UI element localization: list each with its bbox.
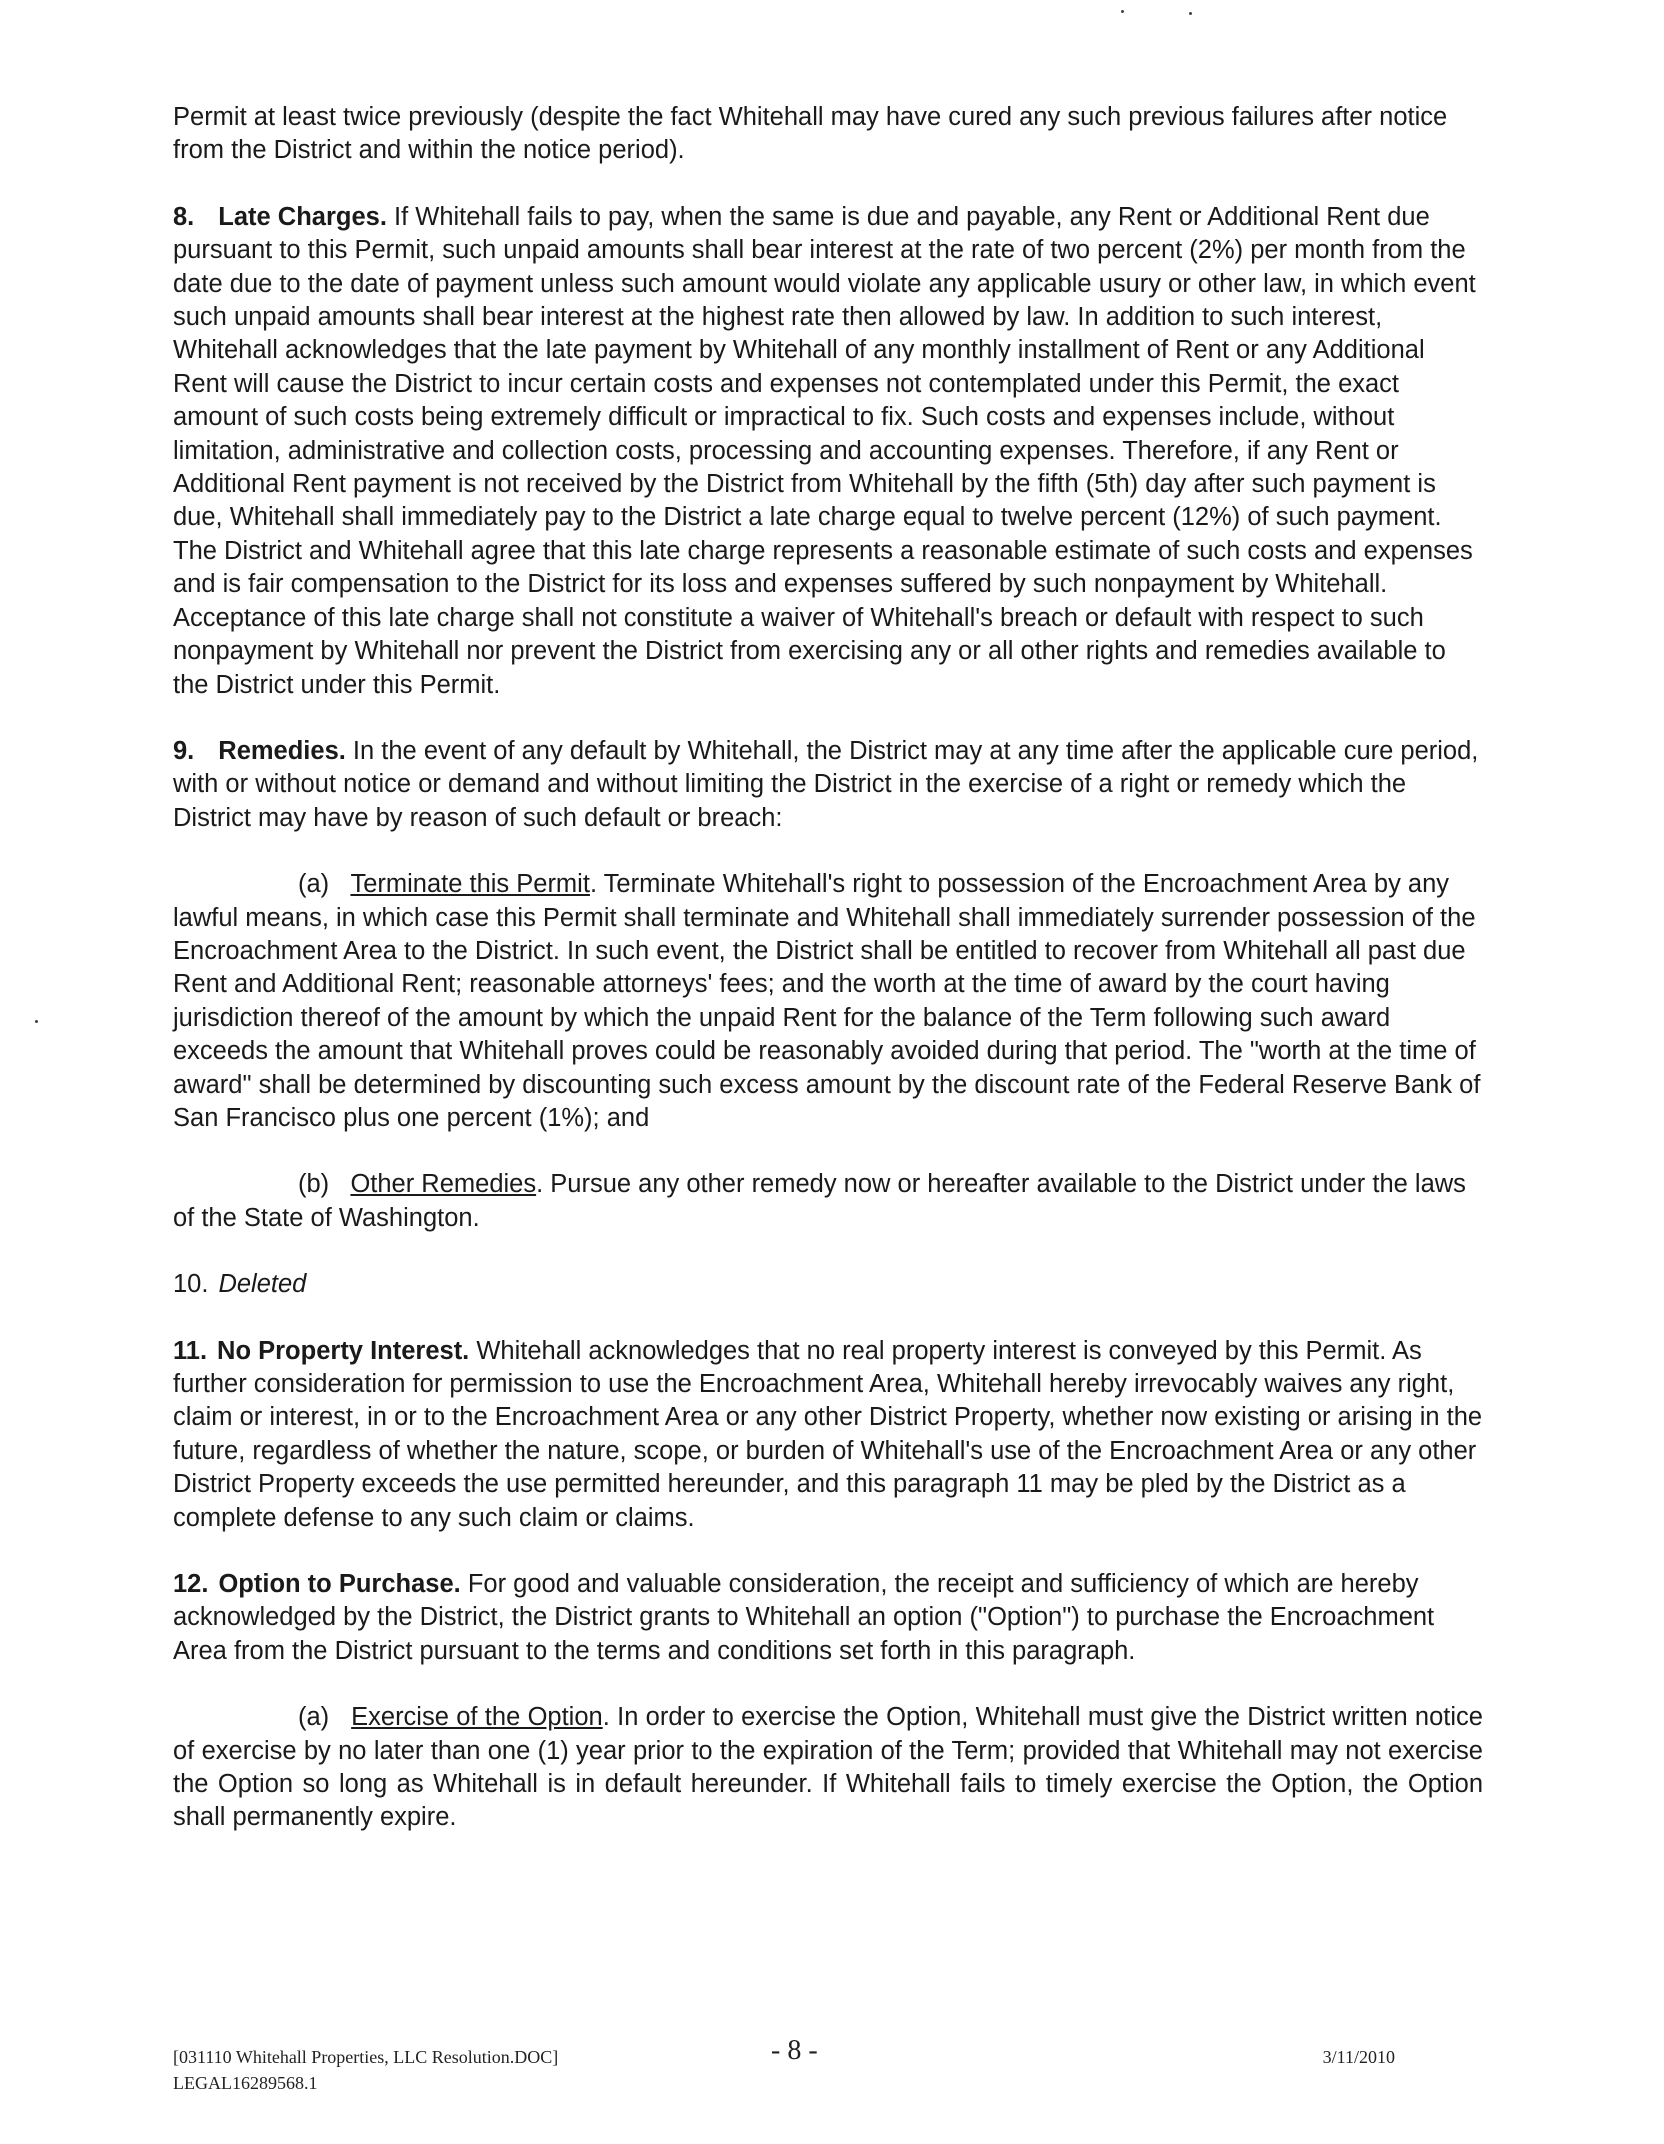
footer-doc-id: LEGAL16289568.1 bbox=[173, 2073, 318, 2093]
paragraph-number: 12. bbox=[173, 1570, 209, 1599]
footer-file-name: [031110 Whitehall Properties, LLC Resolution.DOC] bbox=[173, 2047, 559, 2067]
intro-paragraph bbox=[173, 101, 1483, 168]
paragraph-heading: Remedies. bbox=[218, 736, 346, 765]
subparagraph-text: . In order to exercise the Option, Whitehall must give the District written notice of exercise by no later than one (1) year prior to the expiration of the Term; provided that Whitehall may not exercise the Option so long as Whitehall is in default hereunder. If Whitehall fails to timely exercise the Option, the Option shall permanently expire. bbox=[173, 1703, 1483, 1832]
paragraph-number: 8. bbox=[173, 202, 195, 231]
paragraph-text: If Whitehall fails to pay, when the same is due and payable, any Rent or Additional Rent due pursuant to this Permit, such unpaid amounts shall bear interest at the rate of two percent (2%) per month from the date due to the date of payment unless such amount would violate any applicable usury or other law, in which event such unpaid amounts shall bear interest at the highest rate then allowed by law. In addition to such interest, Whitehall acknowledges that the late payment by Whitehall of any monthly installment of Rent or any Additional Rent will cause the District to incur certain costs and expenses not contemplated under this Permit, the exact amount of such costs being extremely difficult or impractical to fix. Such costs and expenses include, without limitation, administrative and collection costs, processing and accounting expenses. Therefore, if any Rent or Additional Rent payment is not received by the District from Whitehall by the fifth (5th) day after such payment is due, Whitehall shall immediately pay to the District a late charge equal to twelve percent (12%) of such payment. The District and Whitehall agree that this late charge represents a reasonable estimate of such costs and expenses and is fair compensation to the District for its loss and expenses suffered by such nonpayment by Whitehall. Acceptance of this late charge shall not constitute a waiver of Whitehall's breach or default with respect to such nonpayment by Whitehall nor prevent the District from exercising any or all other rights and remedies available to the District under this Permit. bbox=[173, 202, 1476, 699]
subparagraph-title: Exercise of the Option bbox=[351, 1703, 603, 1732]
paragraph-9-remedies bbox=[173, 735, 1483, 835]
intro-text: Permit at least twice previously (despite the fact Whitehall may have cured any such previous failures after notice from the District and within the notice period). bbox=[173, 103, 1448, 165]
subparagraph-text: . Pursue any other remedy now or hereafter available to the District under the laws of the State of Washington. bbox=[173, 1170, 1466, 1232]
paragraph-9a-terminate bbox=[173, 868, 1483, 1135]
paragraph-number: 10. bbox=[173, 1270, 209, 1299]
scan-speck bbox=[1121, 10, 1124, 13]
paragraph-number: 9. bbox=[173, 736, 195, 765]
paragraph-text: For good and valuable consideration, the receipt and sufficiency of which are hereby acknowledged by the District, the District grants to Whitehall an option ("Option") to purchase the Encroachment Area from the District pursuant to the terms and conditions set forth in this paragraph. bbox=[173, 1570, 1435, 1665]
paragraph-11-no-property-interest bbox=[173, 1335, 1483, 1535]
paragraph-8-late-charges bbox=[173, 201, 1483, 702]
paragraph-text: In the event of any default by Whitehall, the District may at any time after the applicable cure period, with or without notice or demand and without limiting the District in the exercise of a right or remedy which the District may have by reason of such default or breach: bbox=[173, 736, 1479, 832]
subparagraph-label: (a) bbox=[298, 870, 330, 899]
paragraph-9b-other-remedies bbox=[173, 1168, 1483, 1235]
subparagraph-text: . Terminate Whitehall's right to possession of the Encroachment Area by any lawful means, in which case this Permit shall terminate and Whitehall shall immediately surrender possession of the Encroachment Area to the District. In such event, the District shall be entitled to recover from Whitehall all past due Rent and Additional Rent; reasonable attorneys' fees; and the worth at the time of award by the court having jurisdiction thereof of the amount by which the unpaid Rent for the balance of the Term following such award exceeds the amount that Whitehall proves could be reasonably avoided during that period. The "worth at the time of award" shall be determined by discounting such excess amount by the discount rate of the Federal Reserve Bank of San Francisco plus one percent (1%); and bbox=[173, 870, 1481, 1132]
paragraph-12-option-to-purchase bbox=[173, 1568, 1483, 1668]
paragraph-heading: Late Charges. bbox=[218, 202, 387, 231]
footer-date: 3/11/2010 bbox=[1322, 2047, 1395, 2067]
subparagraph-title: Terminate this Permit bbox=[350, 870, 590, 899]
paragraph-text: Whitehall acknowledges that no real property interest is conveyed by this Permit. As further consideration for permission to use the Encroachment Area, Whitehall hereby irrevocably waives any right, claim or interest, in or to the Encroachment Area or any other District Property, whether now existing or arising in the future, regardless of whether the nature, scope, or burden of Whitehall's use of the Encroachment Area or any other District Property exceeds the use permitted hereunder, and this paragraph 11 may be pled by the District as a complete defense to any such claim or claims. bbox=[173, 1336, 1483, 1532]
scan-speck bbox=[35, 1020, 38, 1023]
paragraph-heading: Deleted bbox=[218, 1270, 307, 1299]
subparagraph-label: (a) bbox=[298, 1703, 330, 1732]
paragraph-10-deleted bbox=[173, 1268, 1483, 1301]
subparagraph-title: Other Remedies bbox=[350, 1170, 537, 1199]
document-page bbox=[173, 101, 1483, 1835]
subparagraph-label: (b) bbox=[298, 1170, 330, 1199]
paragraph-number: 11. bbox=[173, 1336, 208, 1365]
scan-speck bbox=[1189, 12, 1192, 15]
paragraph-heading: Option to Purchase. bbox=[218, 1570, 461, 1599]
paragraph-12a-exercise-option bbox=[173, 1701, 1483, 1835]
footer-page-number: - 8 - bbox=[771, 2035, 818, 2066]
paragraph-heading: No Property Interest. bbox=[217, 1336, 470, 1365]
